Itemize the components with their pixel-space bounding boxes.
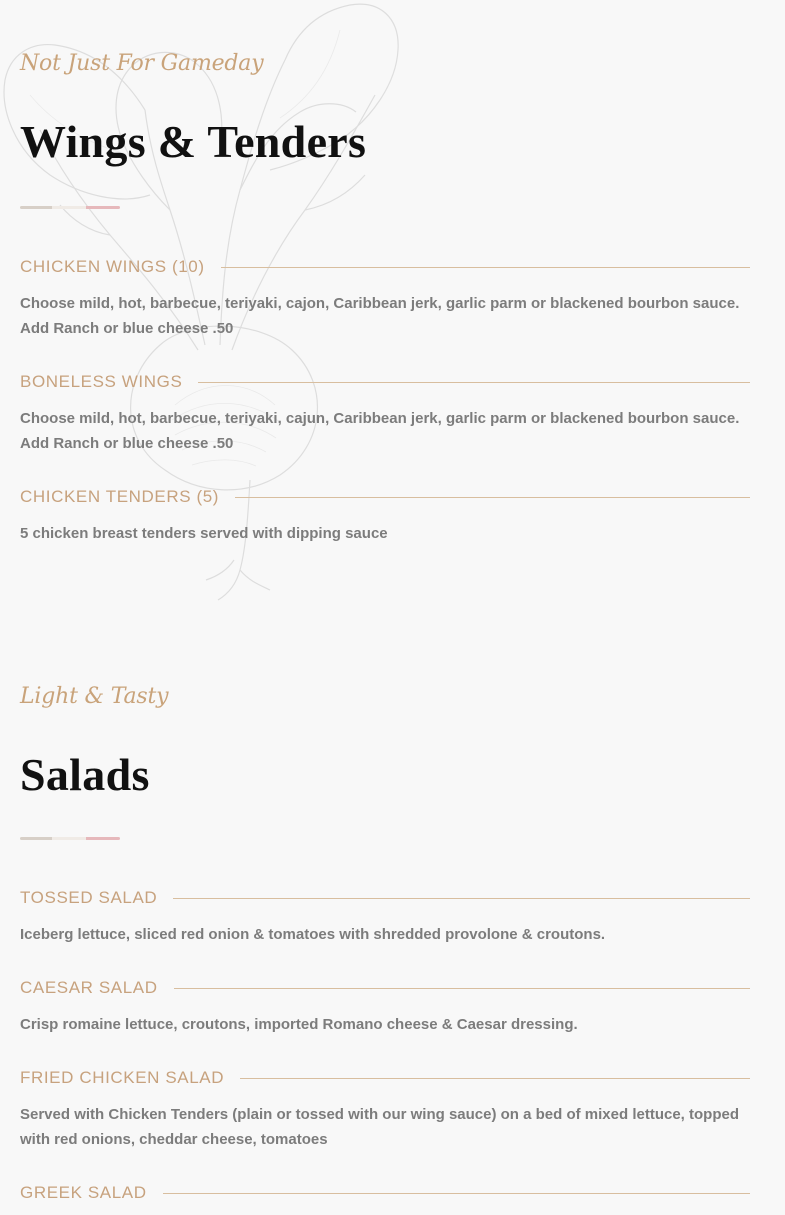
menu-item-chicken-wings [20, 256, 765, 341]
menu-item-header [20, 887, 765, 909]
menu-item-name: GREEK SALAD [20, 1183, 147, 1202]
menu-item-boneless-wings [20, 371, 765, 456]
menu-item-header [20, 1067, 765, 1089]
menu-item-header [20, 1182, 765, 1204]
menu-item-description: Choose mild, hot, barbecue, teriyaki, cajon, Caribbean jerk, garlic parm or blackened bourbon sauce. Add Ranch or blue cheese .50 [20, 295, 740, 337]
menu-item-rule [163, 1193, 750, 1194]
menu-item-description: Iceberg lettuce, sliced red onion & tomatoes with shredded provolone & croutons. [20, 926, 606, 943]
menu-item-name: CHICKEN WINGS (10) [20, 257, 205, 276]
menu-item-name: CHICKEN TENDERS (5) [20, 487, 220, 506]
menu-item-description: 5 chicken breast tenders served with dipping sauce [20, 525, 388, 542]
menu-item-description: Crisp romaine lettuce, croutons, imported Romano cheese & Caesar dressing. [20, 1016, 578, 1033]
section-divider [20, 206, 120, 209]
menu-item-name: BONELESS WINGS [20, 372, 183, 391]
section-title: Salads [20, 749, 150, 800]
section-kicker: Light & Tasty [20, 684, 169, 709]
section-title: Wings & Tenders [20, 116, 367, 167]
menu-item-chicken-tenders [20, 486, 765, 546]
menu-item-name: CAESAR SALAD [20, 978, 158, 997]
menu-item-tossed-salad [20, 887, 765, 947]
menu-item-rule [173, 898, 750, 899]
menu-item-rule [174, 988, 750, 989]
menu-item-rule [235, 497, 750, 498]
menu-item-header [20, 486, 765, 508]
menu-item-description: Choose mild, hot, barbecue, teriyaki, cajun, Caribbean jerk, garlic parm or blackened bourbon sauce. Add Ranch or blue cheese .50 [20, 410, 740, 452]
section-divider [20, 837, 120, 840]
menu-item-greek-salad [20, 1182, 765, 1204]
menu-item-header [20, 256, 765, 278]
menu-item-fried-chicken-salad [20, 1067, 765, 1152]
menu-item-rule [221, 267, 750, 268]
section-kicker: Not Just For Gameday [20, 51, 264, 76]
menu-item-header [20, 371, 765, 393]
menu-item-name: FRIED CHICKEN SALAD [20, 1068, 225, 1087]
menu-item-description: Served with Chicken Tenders (plain or tossed with our wing sauce) on a bed of mixed lettuce, topped with red onions, cheddar cheese, tomatoes [20, 1106, 739, 1148]
menu-item-caesar-salad [20, 977, 765, 1037]
menu-item-header [20, 977, 765, 999]
menu-item-rule [198, 382, 750, 383]
menu-item-name: TOSSED SALAD [20, 888, 158, 907]
menu-item-rule [240, 1078, 750, 1079]
